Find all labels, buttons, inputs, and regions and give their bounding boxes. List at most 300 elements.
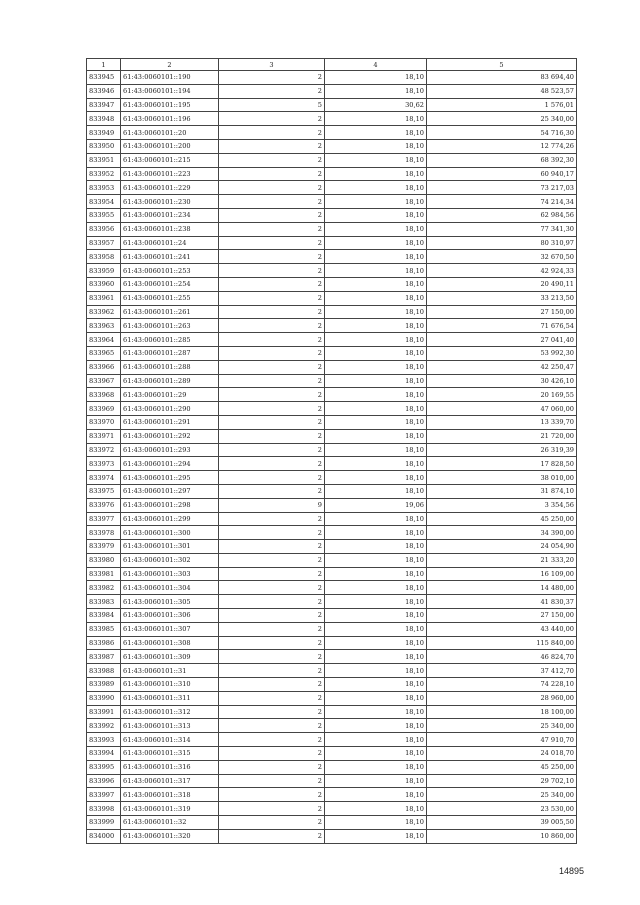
col-3-value: 2 <box>219 650 325 664</box>
cadastral-number: 61:43:0060101::317 <box>121 774 219 788</box>
col-5-value: 31 874,10 <box>427 484 577 498</box>
col-4-value: 18,10 <box>325 457 427 471</box>
row-number: 833949 <box>87 126 121 140</box>
col-5-value: 80 310,97 <box>427 236 577 250</box>
cadastral-number: 61:43:0060101::310 <box>121 678 219 692</box>
col-4-value: 18,10 <box>325 678 427 692</box>
col-3-value: 2 <box>219 346 325 360</box>
col-5-value: 13 339,70 <box>427 415 577 429</box>
col-5-value: 74 228,10 <box>427 678 577 692</box>
cadastral-number: 61:43:0060101::315 <box>121 747 219 761</box>
row-number: 833986 <box>87 636 121 650</box>
row-number: 833955 <box>87 208 121 222</box>
col-3-value: 2 <box>219 84 325 98</box>
cadastral-number: 61:43:0060101::194 <box>121 84 219 98</box>
row-number: 833978 <box>87 526 121 540</box>
col-4-value: 18,10 <box>325 139 427 153</box>
col-3-value: 2 <box>219 788 325 802</box>
row-number: 833982 <box>87 581 121 595</box>
col-3-value: 2 <box>219 139 325 153</box>
row-number: 833948 <box>87 112 121 126</box>
col-4-value: 18,10 <box>325 208 427 222</box>
row-number: 833964 <box>87 333 121 347</box>
row-number: 833979 <box>87 540 121 554</box>
cadastral-number: 61:43:0060101::318 <box>121 788 219 802</box>
col-3-value: 2 <box>219 719 325 733</box>
col-4-value: 18,10 <box>325 360 427 374</box>
col-4-value: 18,10 <box>325 84 427 98</box>
col-4-value: 18,10 <box>325 167 427 181</box>
table-row <box>87 264 577 278</box>
cadastral-number: 61:43:0060101::312 <box>121 705 219 719</box>
row-number: 833991 <box>87 705 121 719</box>
cadastral-number: 61:43:0060101::196 <box>121 112 219 126</box>
row-number: 833976 <box>87 498 121 512</box>
table-row <box>87 346 577 360</box>
table-row <box>87 747 577 761</box>
col-3-value: 2 <box>219 471 325 485</box>
table-row <box>87 540 577 554</box>
col-5-value: 38 010,00 <box>427 471 577 485</box>
col-4-value: 19,06 <box>325 498 427 512</box>
cadastral-number: 61:43:0060101::254 <box>121 277 219 291</box>
cadastral-number: 61:43:0060101::316 <box>121 760 219 774</box>
col-4-value: 18,10 <box>325 526 427 540</box>
col-5-value: 53 992,30 <box>427 346 577 360</box>
table-row <box>87 595 577 609</box>
col-3-value: 2 <box>219 595 325 609</box>
row-number: 833969 <box>87 402 121 416</box>
row-number: 833972 <box>87 443 121 457</box>
table-row <box>87 250 577 264</box>
table-body <box>87 71 577 844</box>
col-3-value: 2 <box>219 264 325 278</box>
table-row <box>87 760 577 774</box>
cadastral-number: 61:43:0060101::314 <box>121 733 219 747</box>
cadastral-number: 61:43:0060101::238 <box>121 222 219 236</box>
row-number: 833983 <box>87 595 121 609</box>
col-5-value: 27 041,40 <box>427 333 577 347</box>
table-row <box>87 429 577 443</box>
table-row <box>87 650 577 664</box>
row-number: 833962 <box>87 305 121 319</box>
col-4-value: 18,10 <box>325 222 427 236</box>
table-row <box>87 788 577 802</box>
table-row <box>87 415 577 429</box>
cadastral-number: 61:43:0060101::29 <box>121 388 219 402</box>
cadastral-number: 61:43:0060101::195 <box>121 98 219 112</box>
cadastral-number: 61:43:0060101::230 <box>121 195 219 209</box>
cadastral-number: 61:43:0060101::190 <box>121 71 219 85</box>
col-5-value: 20 490,11 <box>427 277 577 291</box>
cadastral-number: 61:43:0060101::304 <box>121 581 219 595</box>
cadastral-number: 61:43:0060101::311 <box>121 691 219 705</box>
col-4-value: 18,10 <box>325 305 427 319</box>
col-4-value: 18,10 <box>325 333 427 347</box>
col-4-value: 18,10 <box>325 471 427 485</box>
col-4-value: 18,10 <box>325 774 427 788</box>
col-4-value: 18,10 <box>325 691 427 705</box>
table-row <box>87 664 577 678</box>
table-row <box>87 471 577 485</box>
column-header-3: 3 <box>219 59 325 71</box>
cadastral-number: 61:43:0060101::302 <box>121 553 219 567</box>
table-row <box>87 291 577 305</box>
col-5-value: 74 214,34 <box>427 195 577 209</box>
table-row <box>87 705 577 719</box>
col-3-value: 2 <box>219 153 325 167</box>
col-3-value: 2 <box>219 829 325 843</box>
col-3-value: 2 <box>219 167 325 181</box>
cadastral-number: 61:43:0060101::241 <box>121 250 219 264</box>
col-3-value: 2 <box>219 443 325 457</box>
col-3-value: 2 <box>219 512 325 526</box>
col-5-value: 29 702,10 <box>427 774 577 788</box>
col-5-value: 46 824,70 <box>427 650 577 664</box>
col-5-value: 68 392,30 <box>427 153 577 167</box>
col-3-value: 2 <box>219 402 325 416</box>
col-3-value: 2 <box>219 112 325 126</box>
table-row <box>87 719 577 733</box>
col-3-value: 9 <box>219 498 325 512</box>
col-4-value: 18,10 <box>325 719 427 733</box>
col-3-value: 2 <box>219 457 325 471</box>
cadastral-number: 61:43:0060101::261 <box>121 305 219 319</box>
col-5-value: 3 354,56 <box>427 498 577 512</box>
cadastral-number: 61:43:0060101::294 <box>121 457 219 471</box>
row-number: 833971 <box>87 429 121 443</box>
row-number: 833952 <box>87 167 121 181</box>
table-row <box>87 98 577 112</box>
table-row <box>87 526 577 540</box>
cadastral-number: 61:43:0060101::223 <box>121 167 219 181</box>
col-3-value: 2 <box>219 319 325 333</box>
col-5-value: 25 340,00 <box>427 719 577 733</box>
col-3-value: 2 <box>219 747 325 761</box>
col-5-value: 47 910,70 <box>427 733 577 747</box>
col-4-value: 18,10 <box>325 415 427 429</box>
cadastral-number: 61:43:0060101::308 <box>121 636 219 650</box>
cadastral-number: 61:43:0060101::293 <box>121 443 219 457</box>
col-5-value: 12 774,26 <box>427 139 577 153</box>
col-5-value: 41 830,37 <box>427 595 577 609</box>
row-number: 833975 <box>87 484 121 498</box>
col-5-value: 10 860,00 <box>427 829 577 843</box>
table-row <box>87 333 577 347</box>
table-row <box>87 402 577 416</box>
row-number: 833956 <box>87 222 121 236</box>
row-number: 833953 <box>87 181 121 195</box>
col-4-value: 18,10 <box>325 236 427 250</box>
table-row <box>87 816 577 830</box>
col-4-value: 18,10 <box>325 595 427 609</box>
row-number: 833993 <box>87 733 121 747</box>
table-row <box>87 319 577 333</box>
col-4-value: 18,10 <box>325 705 427 719</box>
col-5-value: 24 054,90 <box>427 540 577 554</box>
table-row <box>87 374 577 388</box>
col-3-value: 2 <box>219 553 325 567</box>
row-number: 833988 <box>87 664 121 678</box>
col-5-value: 42 250,47 <box>427 360 577 374</box>
column-header-1: 1 <box>87 59 121 71</box>
col-4-value: 18,10 <box>325 650 427 664</box>
col-4-value: 18,10 <box>325 760 427 774</box>
row-number: 833959 <box>87 264 121 278</box>
col-5-value: 27 150,00 <box>427 609 577 623</box>
cadastral-number: 61:43:0060101::300 <box>121 526 219 540</box>
row-number: 833951 <box>87 153 121 167</box>
col-3-value: 2 <box>219 195 325 209</box>
cadastral-number: 61:43:0060101::298 <box>121 498 219 512</box>
col-5-value: 33 213,50 <box>427 291 577 305</box>
col-4-value: 18,10 <box>325 581 427 595</box>
cadastral-number: 61:43:0060101::288 <box>121 360 219 374</box>
col-4-value: 18,10 <box>325 126 427 140</box>
col-5-value: 73 217,03 <box>427 181 577 195</box>
row-number: 833946 <box>87 84 121 98</box>
col-4-value: 18,10 <box>325 802 427 816</box>
col-5-value: 37 412,70 <box>427 664 577 678</box>
table-row <box>87 277 577 291</box>
col-3-value: 2 <box>219 760 325 774</box>
table-row <box>87 484 577 498</box>
row-number: 833954 <box>87 195 121 209</box>
table-row <box>87 609 577 623</box>
col-5-value: 48 523,57 <box>427 84 577 98</box>
row-number: 833998 <box>87 802 121 816</box>
col-4-value: 18,10 <box>325 664 427 678</box>
cadastral-number: 61:43:0060101::307 <box>121 622 219 636</box>
col-4-value: 18,10 <box>325 733 427 747</box>
table-row <box>87 829 577 843</box>
cadastral-number: 61:43:0060101::234 <box>121 208 219 222</box>
table-row <box>87 512 577 526</box>
row-number: 833970 <box>87 415 121 429</box>
col-4-value: 18,10 <box>325 816 427 830</box>
col-3-value: 5 <box>219 98 325 112</box>
col-3-value: 2 <box>219 305 325 319</box>
col-3-value: 2 <box>219 429 325 443</box>
col-4-value: 18,10 <box>325 291 427 305</box>
col-3-value: 2 <box>219 802 325 816</box>
cadastral-number: 61:43:0060101::24 <box>121 236 219 250</box>
col-5-value: 45 250,00 <box>427 512 577 526</box>
table-row <box>87 553 577 567</box>
page-number: 14895 <box>558 866 584 876</box>
row-number: 833990 <box>87 691 121 705</box>
col-3-value: 2 <box>219 678 325 692</box>
col-3-value: 2 <box>219 126 325 140</box>
col-3-value: 2 <box>219 181 325 195</box>
col-3-value: 2 <box>219 609 325 623</box>
row-number: 833945 <box>87 71 121 85</box>
col-5-value: 60 940,17 <box>427 167 577 181</box>
cadastral-number: 61:43:0060101::253 <box>121 264 219 278</box>
col-5-value: 17 828,50 <box>427 457 577 471</box>
cadastral-number: 61:43:0060101::31 <box>121 664 219 678</box>
table-row <box>87 388 577 402</box>
table-row <box>87 691 577 705</box>
table-row <box>87 139 577 153</box>
row-number: 833973 <box>87 457 121 471</box>
cadastral-number: 61:43:0060101::285 <box>121 333 219 347</box>
col-3-value: 2 <box>219 484 325 498</box>
col-4-value: 18,10 <box>325 829 427 843</box>
col-4-value: 18,10 <box>325 319 427 333</box>
col-4-value: 18,10 <box>325 112 427 126</box>
col-3-value: 2 <box>219 526 325 540</box>
row-number: 833981 <box>87 567 121 581</box>
table-row <box>87 443 577 457</box>
table-row <box>87 167 577 181</box>
col-3-value: 2 <box>219 636 325 650</box>
col-5-value: 115 840,00 <box>427 636 577 650</box>
row-number: 833977 <box>87 512 121 526</box>
cadastral-number: 61:43:0060101::319 <box>121 802 219 816</box>
col-4-value: 18,10 <box>325 788 427 802</box>
table-row <box>87 112 577 126</box>
col-5-value: 43 440,00 <box>427 622 577 636</box>
col-4-value: 18,10 <box>325 443 427 457</box>
cadastral-number: 61:43:0060101::215 <box>121 153 219 167</box>
col-3-value: 2 <box>219 415 325 429</box>
col-5-value: 20 169,55 <box>427 388 577 402</box>
col-3-value: 2 <box>219 540 325 554</box>
col-4-value: 18,10 <box>325 346 427 360</box>
table-row <box>87 222 577 236</box>
cadastral-number: 61:43:0060101::303 <box>121 567 219 581</box>
table-row <box>87 195 577 209</box>
cadastral-number: 61:43:0060101::200 <box>121 139 219 153</box>
cadastral-number: 61:43:0060101::291 <box>121 415 219 429</box>
cadastral-number: 61:43:0060101::255 <box>121 291 219 305</box>
col-5-value: 25 340,00 <box>427 112 577 126</box>
cadastral-number: 61:43:0060101::313 <box>121 719 219 733</box>
cadastral-number: 61:43:0060101::32 <box>121 816 219 830</box>
table-row <box>87 567 577 581</box>
table-row <box>87 360 577 374</box>
col-5-value: 42 924,33 <box>427 264 577 278</box>
col-5-value: 83 694,40 <box>427 71 577 85</box>
col-5-value: 16 109,00 <box>427 567 577 581</box>
row-number: 833992 <box>87 719 121 733</box>
col-5-value: 45 250,00 <box>427 760 577 774</box>
col-5-value: 14 480,00 <box>427 581 577 595</box>
col-5-value: 25 340,00 <box>427 788 577 802</box>
table-row <box>87 84 577 98</box>
col-3-value: 2 <box>219 816 325 830</box>
col-5-value: 24 018,70 <box>427 747 577 761</box>
col-5-value: 21 720,00 <box>427 429 577 443</box>
column-header-4: 4 <box>325 59 427 71</box>
table-row <box>87 71 577 85</box>
col-4-value: 18,10 <box>325 374 427 388</box>
col-5-value: 23 530,00 <box>427 802 577 816</box>
col-5-value: 47 060,00 <box>427 402 577 416</box>
cadastral-number: 61:43:0060101::295 <box>121 471 219 485</box>
table-row <box>87 153 577 167</box>
col-3-value: 2 <box>219 222 325 236</box>
col-4-value: 18,10 <box>325 264 427 278</box>
cadastral-number: 61:43:0060101::299 <box>121 512 219 526</box>
col-5-value: 30 426,10 <box>427 374 577 388</box>
table-row <box>87 208 577 222</box>
row-number: 833995 <box>87 760 121 774</box>
table-row <box>87 498 577 512</box>
cadastral-number: 61:43:0060101::290 <box>121 402 219 416</box>
table-row <box>87 636 577 650</box>
cadastral-number: 61:43:0060101::320 <box>121 829 219 843</box>
col-3-value: 2 <box>219 333 325 347</box>
col-5-value: 34 390,00 <box>427 526 577 540</box>
col-4-value: 18,10 <box>325 402 427 416</box>
table-row <box>87 774 577 788</box>
col-4-value: 18,10 <box>325 636 427 650</box>
row-number: 833957 <box>87 236 121 250</box>
col-5-value: 26 319,39 <box>427 443 577 457</box>
col-4-value: 18,10 <box>325 153 427 167</box>
row-number: 833999 <box>87 816 121 830</box>
col-4-value: 18,10 <box>325 567 427 581</box>
col-4-value: 18,10 <box>325 622 427 636</box>
col-5-value: 54 716,30 <box>427 126 577 140</box>
table-row <box>87 181 577 195</box>
row-number: 833989 <box>87 678 121 692</box>
col-3-value: 2 <box>219 250 325 264</box>
col-5-value: 21 333,20 <box>427 553 577 567</box>
col-3-value: 2 <box>219 581 325 595</box>
col-3-value: 2 <box>219 208 325 222</box>
cadastral-number: 61:43:0060101::229 <box>121 181 219 195</box>
col-4-value: 18,10 <box>325 71 427 85</box>
cadastral-number: 61:43:0060101::301 <box>121 540 219 554</box>
col-4-value: 18,10 <box>325 181 427 195</box>
col-5-value: 18 100,00 <box>427 705 577 719</box>
col-3-value: 2 <box>219 691 325 705</box>
table-row <box>87 733 577 747</box>
row-number: 833966 <box>87 360 121 374</box>
table-row <box>87 678 577 692</box>
row-number: 833947 <box>87 98 121 112</box>
row-number: 833967 <box>87 374 121 388</box>
row-number: 833987 <box>87 650 121 664</box>
col-5-value: 1 576,01 <box>427 98 577 112</box>
cadastral-number: 61:43:0060101::289 <box>121 374 219 388</box>
row-number: 833961 <box>87 291 121 305</box>
col-3-value: 2 <box>219 277 325 291</box>
col-4-value: 18,10 <box>325 250 427 264</box>
column-header-2: 2 <box>121 59 219 71</box>
table-row <box>87 802 577 816</box>
col-4-value: 18,10 <box>325 195 427 209</box>
col-4-value: 18,10 <box>325 277 427 291</box>
col-3-value: 2 <box>219 705 325 719</box>
table-row <box>87 305 577 319</box>
col-4-value: 18,10 <box>325 429 427 443</box>
row-number: 833968 <box>87 388 121 402</box>
table-row <box>87 457 577 471</box>
cadastral-number: 61:43:0060101::287 <box>121 346 219 360</box>
col-3-value: 2 <box>219 567 325 581</box>
header-row <box>87 59 577 71</box>
row-number: 833984 <box>87 609 121 623</box>
col-3-value: 2 <box>219 622 325 636</box>
col-4-value: 18,10 <box>325 540 427 554</box>
col-3-value: 2 <box>219 664 325 678</box>
row-number: 833980 <box>87 553 121 567</box>
col-5-value: 28 960,00 <box>427 691 577 705</box>
